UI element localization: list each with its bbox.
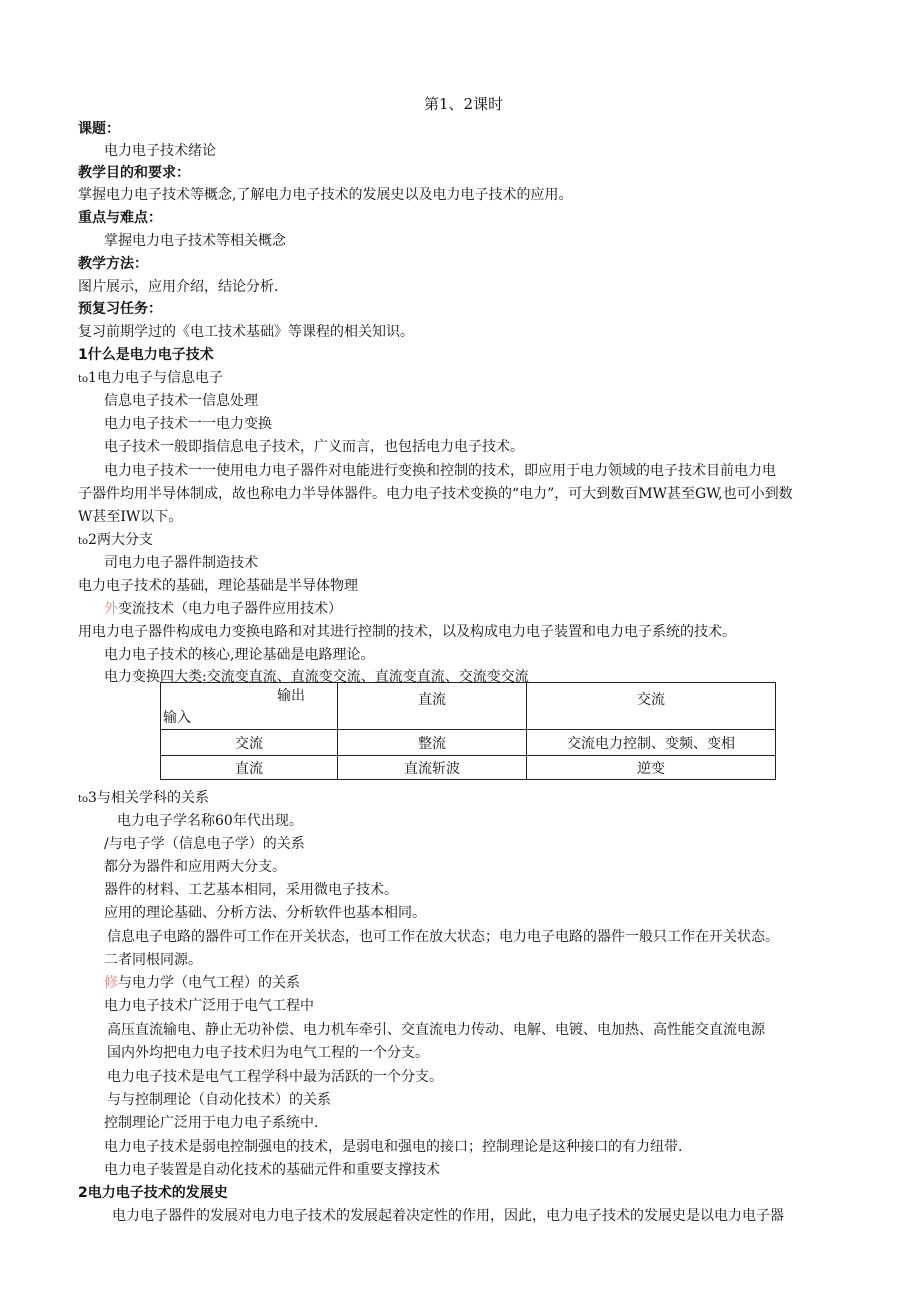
branch-line: 国内外均把电力电子技术归为电气工程的一个分支。 <box>107 1045 429 1061</box>
method-label: 教学方法： <box>78 256 148 272</box>
page-title: 第1、2课时 <box>424 95 504 113</box>
table-cell: 逆变 <box>527 756 776 780</box>
conversion-table <box>160 682 776 780</box>
definition-paragraph-3: W甚至IW以下。 <box>78 509 183 525</box>
subsection-1-3 <box>78 788 209 810</box>
subsection-title: 3与相关学科的关系 <box>88 790 209 806</box>
electronics-general-line: 电子技术一般即指信息电子技术，广义而言，也包括电力电子技术。 <box>104 439 524 455</box>
topic-label: 课题： <box>78 121 120 137</box>
applications-line: 高压直流输电、静止无功补偿、电力机车牵引、交直流电力传动、电解、电镀、电加热、高性能交直流电源 <box>107 1022 765 1038</box>
core-line: 电力电子技术的核心,理论基础是电路理论。 <box>104 647 375 663</box>
section-2-heading: 2电力电子技术的发展史 <box>78 1185 228 1201</box>
table-row <box>161 730 776 756</box>
history-paragraph: 电力电子器件的发展对电力电子技术的发展起着决定性的作用，因此，电力电子技术的发展史是以电力电子器 <box>112 1208 784 1224</box>
section-1-heading: 1什么是电力电子技术 <box>78 347 214 363</box>
material-line: 器件的材料、工艺基本相同，采用微电子技术。 <box>104 882 398 898</box>
preview-text: 复习前期学过的《电工技术基础》等课程的相关知识。 <box>78 324 414 340</box>
weak-strong-line: 电力电子技术是弱电控制强电的技术，是弱电和强电的接口；控制理论是这种接口的有力纽带. <box>104 1139 683 1155</box>
table-row <box>161 756 776 780</box>
key-label: 重点与难点： <box>78 210 162 226</box>
table-cell: 整流 <box>338 730 527 756</box>
table-header-dc: 直流 <box>338 683 527 730</box>
goal-label: 教学目的和要求： <box>78 165 190 181</box>
definition-paragraph-1: 电力电子技术一一使用电力电子器件对电能进行变换和控制的技术，即应用于电力领域的电子技术目前电力电 <box>104 463 776 479</box>
method-text: 图片展示，应用介绍，结论分析. <box>78 279 279 295</box>
theory-line: 应用的理论基础、分析方法、分析软件也基本相同。 <box>104 905 426 921</box>
relation-title: 与电力学（电气工程）的关系 <box>118 975 300 991</box>
info-electronics-line: 信息电子技术一信息处理 <box>104 393 258 409</box>
table-cell: 交流电力控制、变频、变相 <box>527 730 776 756</box>
conversion-desc-line: 用电力电子器件构成电力变换电路和对其进行控制的技术，以及构成电力电子装置和电力电子系统的技术。 <box>78 624 736 640</box>
subsection-title: 1电力电子与信息电子 <box>88 370 223 386</box>
relation-electronics-line: /与电子学（信息电子学）的关系 <box>104 836 305 852</box>
input-label: 输入 <box>163 710 191 726</box>
topic-text: 电力电子技术绪论 <box>104 143 216 159</box>
subsection-1-2 <box>78 530 153 552</box>
active-branch-line: 电力电子技术是电气工程学科中最为活跃的一个分支。 <box>107 1069 443 1085</box>
table-corner-cell <box>161 683 338 730</box>
conversion-title: 变流技术（电力电子器件应用技术） <box>118 601 342 617</box>
subsection-prefix: to <box>78 794 89 805</box>
relation-control-line: 与与控制理论（自动化技术）的关系 <box>107 1092 331 1108</box>
power-electronics-line: 电力电子技术一一电力变换 <box>104 416 272 432</box>
conversion-tech-line <box>104 599 342 619</box>
device-basis-line: 电力电子装置是自动化技术的基础元件和重要支撑技术 <box>104 1162 440 1178</box>
goal-text: 掌握电力电子技术等概念,了解电力电子技术的发展史以及电力电子技术的应用。 <box>78 187 573 203</box>
table-cell: 直流斩波 <box>338 756 527 780</box>
same-origin-line: 二者同根同源。 <box>104 952 202 968</box>
definition-paragraph-2: 子器件均用半导体制成，故也称电力半导体器件。电力电子技术变换的“电力”，可大到数百MW甚至GW,也可小到数 <box>78 486 793 502</box>
relation-mark: 修 <box>104 975 118 991</box>
table-cell: 交流 <box>161 730 338 756</box>
device-manufacturing-line: 司电力电子器件制造技术 <box>104 555 258 571</box>
table-header-ac: 交流 <box>527 683 776 730</box>
state-line: 信息电子电路的器件可工作在开关状态，也可工作在放大状态；电力电子电路的器件一般只工作在开关状态。 <box>107 929 779 945</box>
table-cell: 直流 <box>161 756 338 780</box>
conversion-mark: 外 <box>104 601 118 617</box>
widely-used-line: 电力电子技术广泛用于电气工程中 <box>104 998 314 1014</box>
key-text: 掌握电力电子技术等相关概念 <box>104 233 286 249</box>
preview-label: 预复习任务： <box>78 301 162 317</box>
subsection-prefix: to <box>78 374 89 385</box>
both-branches-line: 都分为器件和应用两大分支。 <box>104 859 286 875</box>
output-label: 输出 <box>277 688 305 704</box>
table-header-row <box>161 683 776 730</box>
subsection-title: 2两大分支 <box>88 532 153 548</box>
subsection-1-1 <box>78 368 223 390</box>
relation-electrical-line <box>104 973 300 993</box>
name-origin-line: 电力电子学名称60年代出现。 <box>117 813 303 829</box>
four-types-line: 电力变换四大类:交流变直流、直流变交流、直流变直流、交流变交流 <box>104 669 529 685</box>
subsection-prefix: to <box>78 536 89 547</box>
control-theory-line: 控制理论广泛用于电力电子系统中. <box>104 1115 319 1131</box>
basis-line: 电力电子技术的基础，理论基础是半导体物理 <box>78 578 358 594</box>
